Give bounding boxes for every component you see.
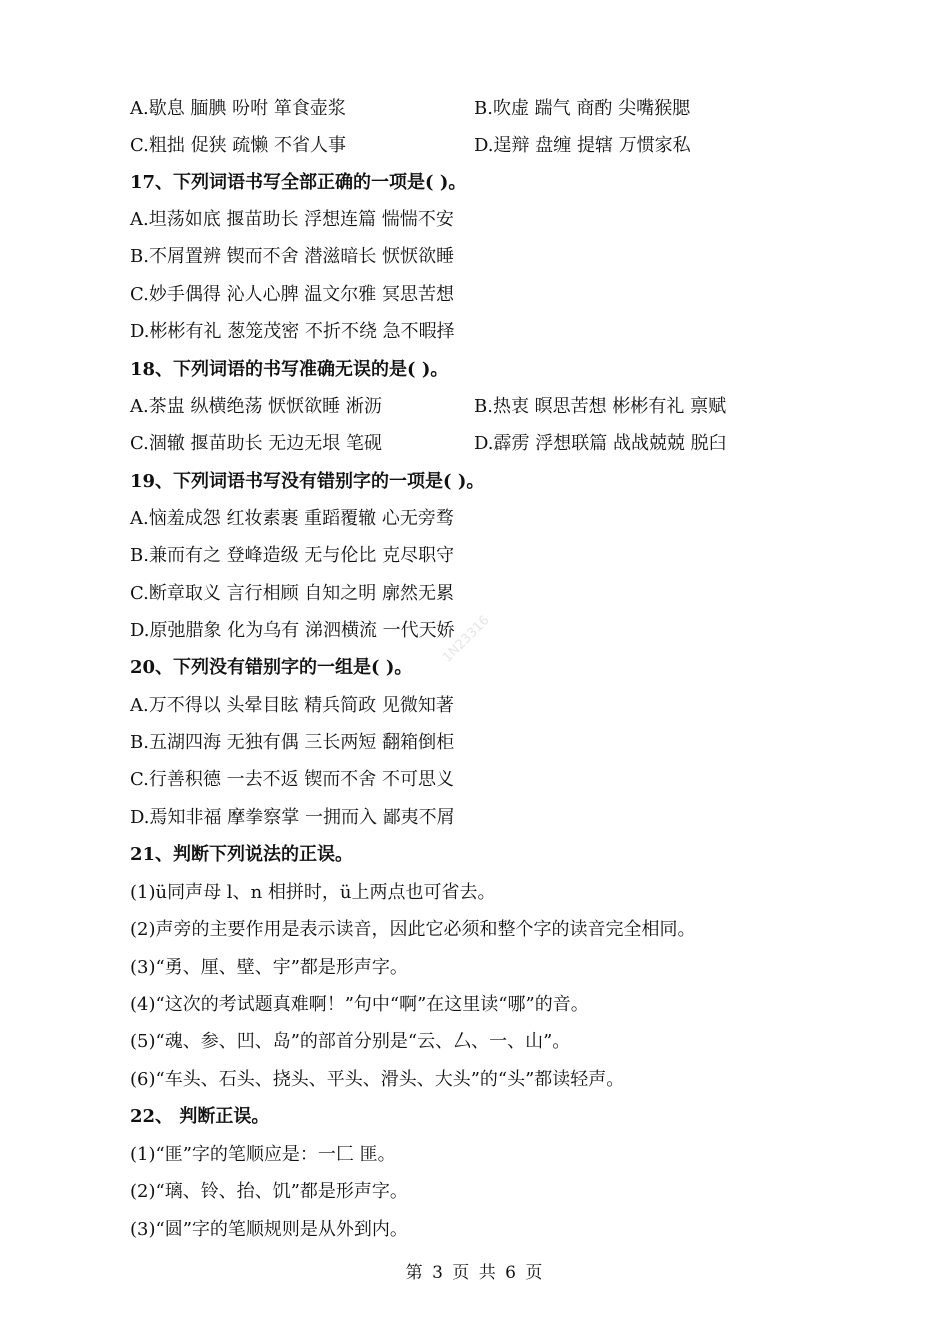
q18-option-a: A.茶盅 纵横绝荡 恹恹欲睡 淅沥 bbox=[130, 396, 382, 417]
q22-item-1: (1)“匪”字的笔顺应是：一匚 匪。 bbox=[130, 1144, 396, 1165]
q21-title: 21、判断下列说法的正误。 bbox=[130, 844, 354, 865]
q22-item-3: (3)“圆”字的笔顺规则是从外到内。 bbox=[130, 1219, 408, 1240]
q21-item-2: (2)声旁的主要作用是表示读音，因此它必须和整个字的读音完全相同。 bbox=[130, 919, 696, 940]
q16-option-d: D.逞辩 盘缠 提辖 万惯家私 bbox=[474, 135, 691, 156]
q19-option-a: A.恼羞成怨 红妆素裹 重蹈覆辙 心无旁骛 bbox=[130, 508, 454, 529]
q21-item-1: (1)ü同声母 l、n 相拼时，ü上两点也可省去。 bbox=[130, 882, 496, 903]
q21-item-6: (6)“车头、石头、挠头、平头、滑头、大头”的“头”都读轻声。 bbox=[130, 1069, 625, 1090]
q20-option-c: C.行善积德 一去不返 锲而不舍 不可思义 bbox=[130, 769, 455, 790]
page-footer: 第 3 页 共 6 页 bbox=[405, 1263, 545, 1283]
q20-option-b: B.五湖四海 无独有偶 三长两短 翻箱倒柜 bbox=[130, 732, 455, 753]
q21-item-3: (3)“勇、厘、壁、宇”都是形声字。 bbox=[130, 957, 408, 978]
q17-title: 17、下列词语书写全部正确的一项是( )。 bbox=[130, 172, 467, 193]
q22-title: 22、 判断正误。 bbox=[130, 1106, 270, 1127]
q17-option-d: D.彬彬有礼 葱笼茂密 不折不绕 急不暇择 bbox=[130, 321, 455, 342]
q18-option-b: B.热衷 暝思苦想 彬彬有礼 禀赋 bbox=[474, 396, 727, 417]
q19-option-d: D.原弛腊象 化为乌有 涕泗横流 一代天娇 bbox=[130, 620, 455, 641]
q17-option-a: A.坦荡如底 揠苗助长 浮想连篇 惴惴不安 bbox=[130, 209, 454, 230]
q16-option-c: C.粗拙 促狭 疏懒 不省人事 bbox=[130, 135, 347, 156]
q17-option-b: B.不屑置辨 锲而不舍 潜滋暗长 恹恹欲睡 bbox=[130, 246, 455, 267]
q20-option-d: D.焉知非福 摩拳察掌 一拥而入 鄙夷不屑 bbox=[130, 807, 455, 828]
q17-option-c: C.妙手偶得 沁人心脾 温文尔雅 冥思苦想 bbox=[130, 284, 455, 305]
q19-option-b: B.兼而有之 登峰造级 无与伦比 克尽职守 bbox=[130, 545, 455, 566]
q18-title: 18、下列词语的书写准确无误的是( )。 bbox=[130, 359, 449, 380]
q20-title: 20、下列没有错别字的一组是( )。 bbox=[130, 657, 413, 678]
q16-option-a: A.歇息 腼腆 吩咐 箪食壶浆 bbox=[130, 98, 346, 119]
q16-option-b: B.吹虚 踹气 商酌 尖嘴猴腮 bbox=[474, 98, 691, 119]
watermark: 1N23316 bbox=[440, 613, 493, 666]
q21-item-5: (5)“魂、参、凹、岛”的部首分别是“云、厶、一、山”。 bbox=[130, 1031, 571, 1052]
q18-option-c: C.涸辙 揠苗助长 无边无垠 笔砚 bbox=[130, 433, 383, 454]
q22-item-2: (2)“璃、铃、抬、饥”都是形声字。 bbox=[130, 1181, 408, 1202]
q19-option-c: C.断章取义 言行相顾 自知之明 廓然无累 bbox=[130, 583, 455, 604]
q19-title: 19、下列词语书写没有错别字的一项是( )。 bbox=[130, 471, 485, 492]
q21-item-4: (4)“这次的考试题真难啊！”句中“啊”在这里读“哪”的音。 bbox=[130, 994, 589, 1015]
q18-option-d: D.霹雳 浮想联篇 战战兢兢 脱臼 bbox=[474, 433, 727, 454]
q20-option-a: A.万不得以 头晕目眩 精兵简政 见微知著 bbox=[130, 695, 454, 716]
